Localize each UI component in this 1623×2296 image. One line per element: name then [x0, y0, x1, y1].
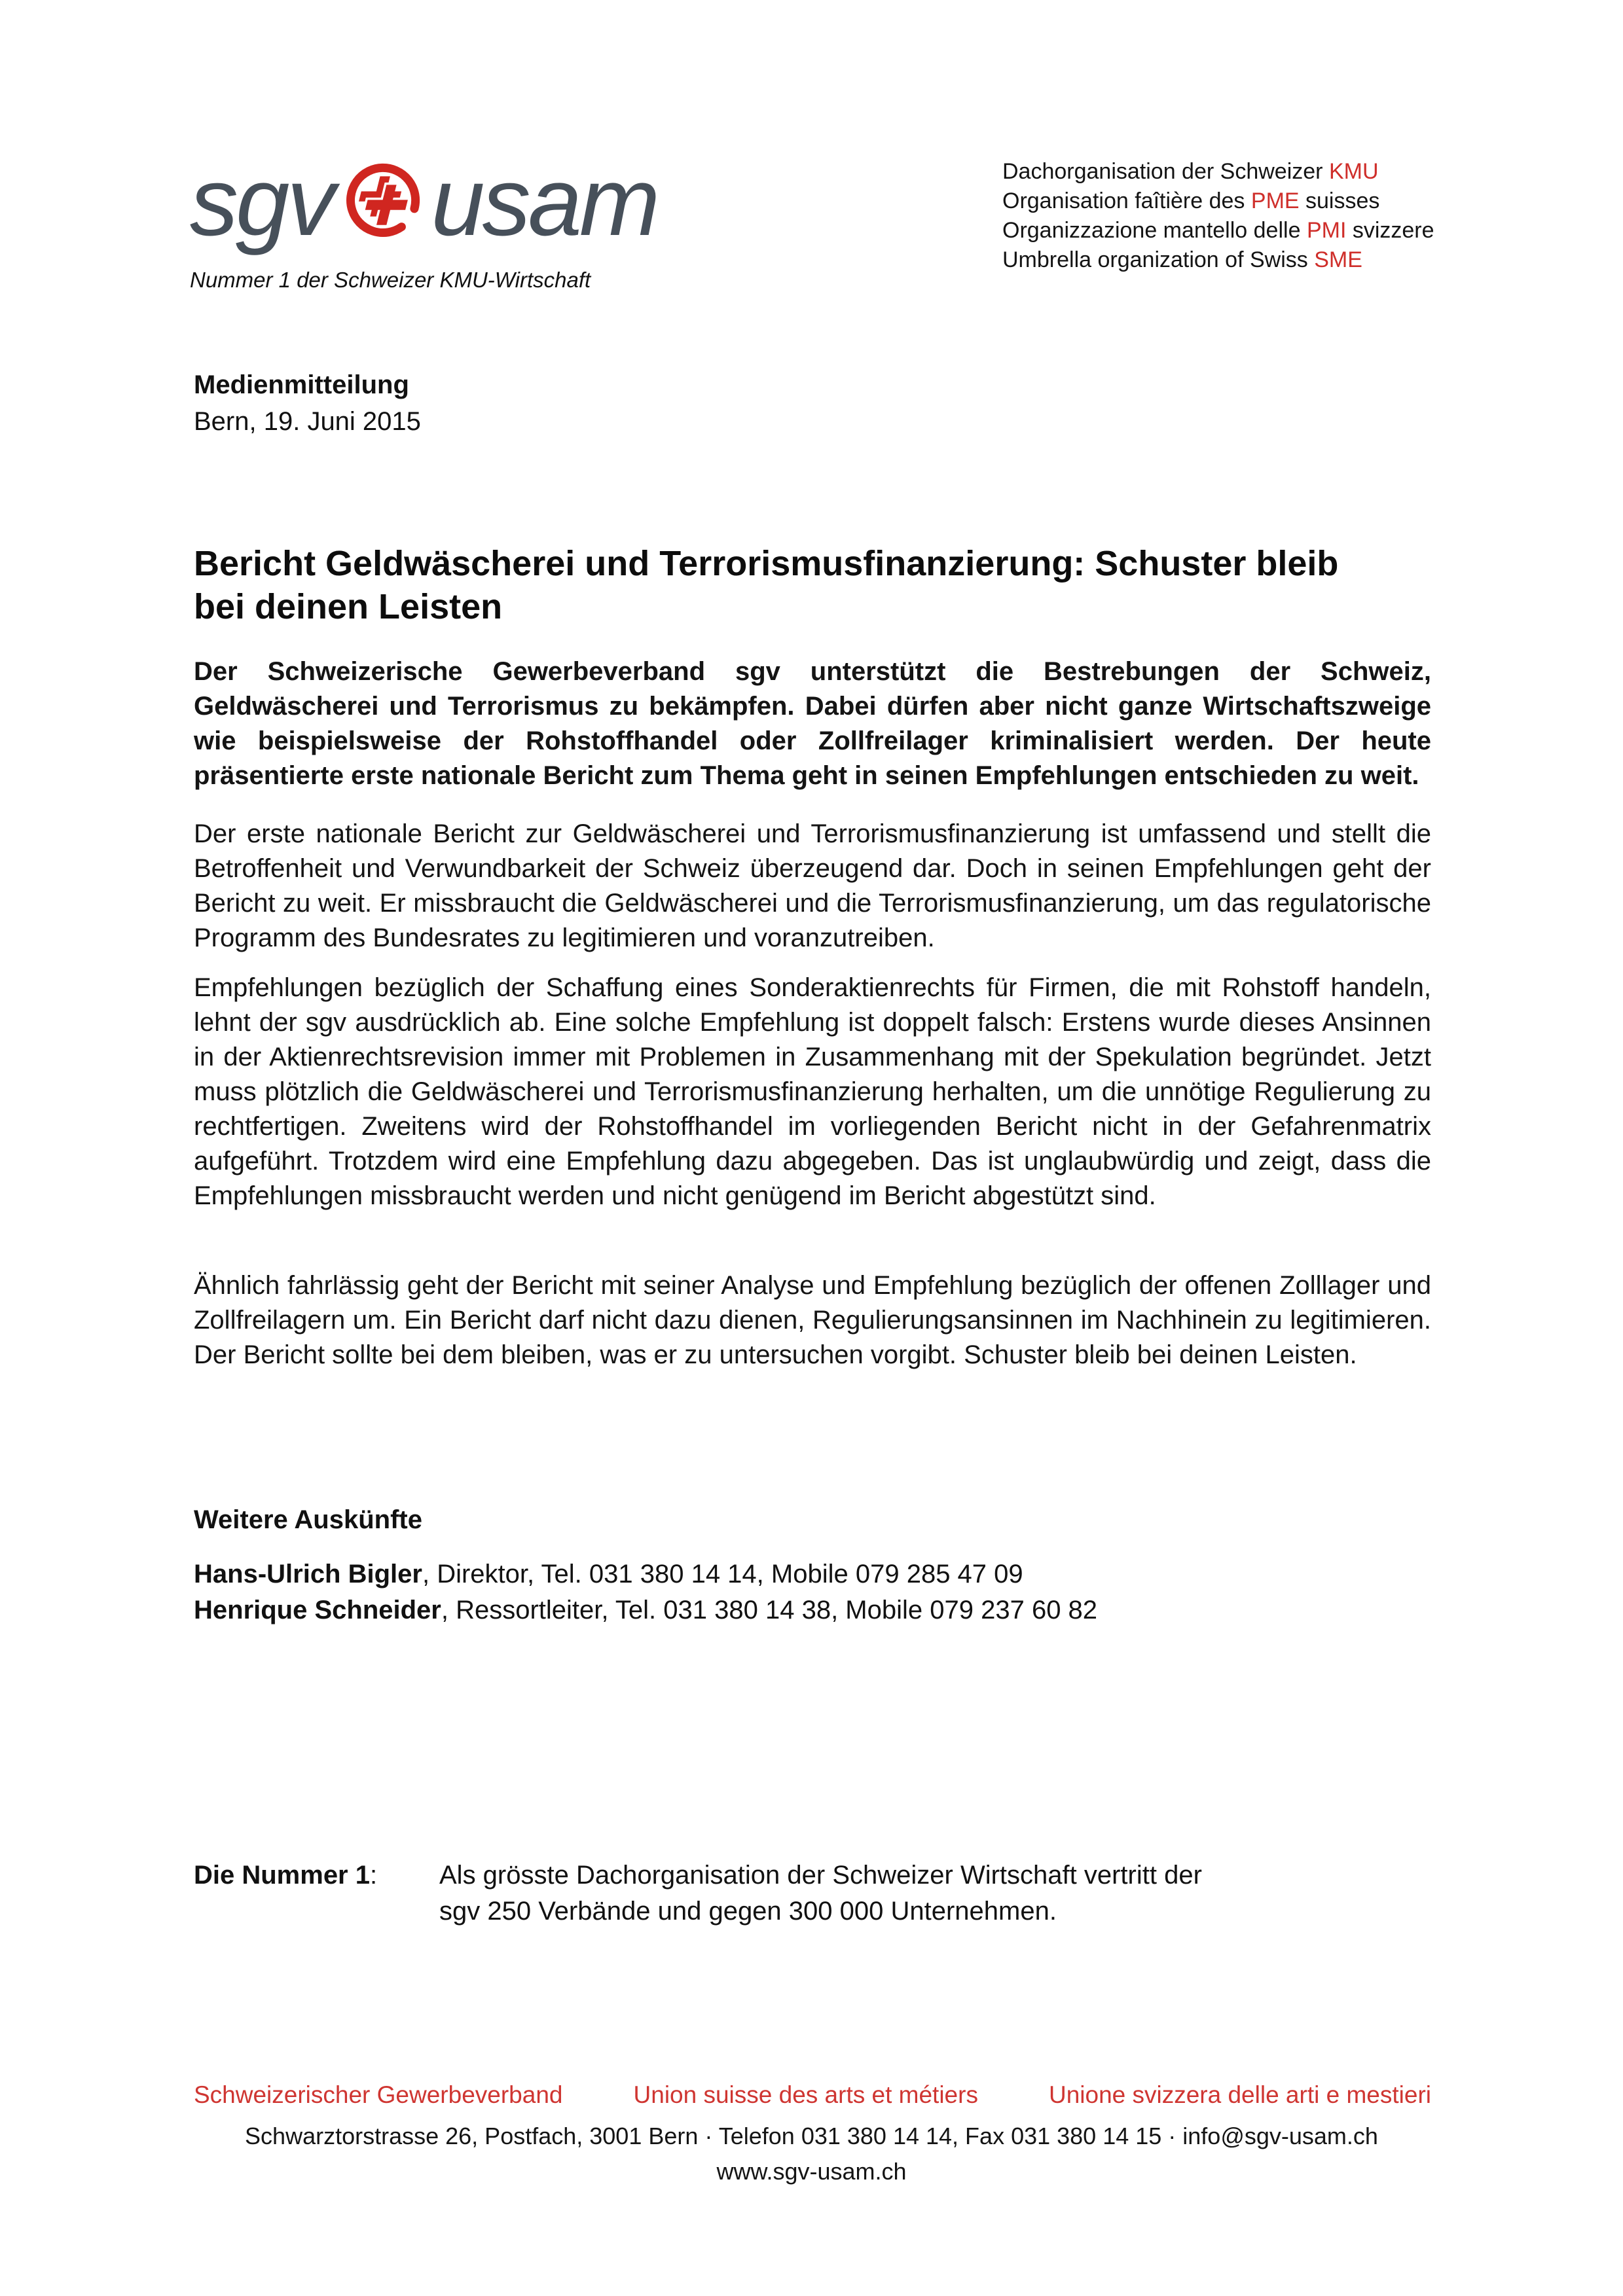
logo-sgv-text: sgv: [190, 148, 333, 256]
swiss-cross-ring-icon: [344, 162, 422, 239]
document-type-label: Medienmitteilung: [194, 370, 409, 399]
contact-line-bigler: [194, 1556, 1097, 1592]
org-line-de-abbr: KMU: [1328, 159, 1379, 184]
contacts-list: [194, 1556, 1097, 1628]
org-line-en-pre: Umbrella organization of Swiss: [1002, 247, 1315, 272]
boilerplate-label-colon: :: [369, 1861, 378, 1890]
footer-org-names: [194, 2081, 1431, 2109]
contacts-heading: Weitere Auskünfte: [194, 1505, 422, 1534]
boilerplate-text: Als grösste Dachorganisation der Schweizer Wirtschaft vertritt der sgv 250 Verbände und gegen 300 000 Unternehmen.: [439, 1861, 1202, 1926]
org-line-it-abbr: PMI: [1306, 218, 1347, 243]
footer-address: Schwarztorstrasse 26, Postfach, 3001 Bern · Telefon 031 380 14 14, Fax 031 380 14 15 · info@sgv-usam.ch: [245, 2123, 1378, 2149]
org-line-de-pre: Dachorganisation der Schweizer: [1002, 159, 1329, 184]
page-title-line1: Bericht Geldwäscherei und Terrorismusfinanzierung: Schuster bleib: [194, 544, 1339, 583]
page-title-line2: bei deinen Leisten: [194, 587, 503, 626]
org-description-block: [1002, 157, 1434, 275]
org-line-de: [1002, 157, 1434, 187]
footer-website: www.sgv-usam.ch: [716, 2158, 907, 2185]
boilerplate-row: [194, 1857, 1431, 1929]
footer-org-de: Schweizerischer Gewerbeverband: [194, 2081, 563, 2108]
logo-tagline: Nummer 1 der Schweizer KMU-Wirtschaft: [190, 268, 591, 292]
contact-details-schneider: , Ressortleiter, Tel. 031 380 14 38, Mobile 079 237 60 82: [441, 1596, 1098, 1624]
footer-org-it: Unione svizzera delle arti e mestieri: [1048, 2081, 1431, 2108]
body-paragraph-3: Empfehlungen bezüglich der Schaffung eines Sonderaktienrechts für Firmen, die mit Rohstoff handeln, lehnt der sgv ausdrücklich ab. Eine solche Empfehlung ist doppelt falsch: Erstens wurde dieses Ansinnen in der Aktienrechtsrevision immer mit Problemen in Zusammenhang mit der Spekulation begründet. Jetzt muss plötzlich die Geldwäscherei und Terrorismusfinanzierung herhalten, um die unnötige Regulierung zu rechtfertigen. Zweitens wird der Rohstoffhandel im vorliegenden Bericht nicht in der Gefahrenmatrix aufgeführt. Trotzdem wird eine Empfehlung dazu abgegeben. Das ist unglaubwürdig und zeigt, dass die Empfehlungen missbraucht werden und nicht genügend im Bericht abgestützt sind.: [194, 973, 1431, 1210]
footer-org-fr: Union suisse des arts et métiers: [633, 2081, 978, 2108]
page-title: [194, 542, 1438, 628]
body-paragraph-4: Ähnlich fahrlässig geht der Bericht mit seiner Analyse und Empfehlung bezüglich der offenen Zolllager und Zollfreilagern um. Ein Bericht darf nicht dazu dienen, Regulierungsansinnen im Nachhinein zu legitimieren. Der Bericht sollte bei dem bleiben, was er zu untersuchen vorgibt. Schuster bleib bei deinen Leisten.: [194, 1271, 1431, 1369]
contact-name-schneider: Henrique Schneider: [194, 1596, 441, 1624]
org-line-it-pre: Organizzazione mantello delle: [1002, 218, 1307, 243]
org-line-en: [1002, 245, 1434, 275]
lead-paragraph: Der Schweizerische Gewerbeverband sgv unterstützt die Bestrebungen der Schweiz, Geldwäscherei und Terrorismus zu bekämpfen. Dabei dürfen aber nicht ganze Wirtschaftszweige wie beispielsweise der Rohstoffhandel oder Zollfreilager kriminalisiert werden. Der heute präsentierte erste nationale Bericht zum Thema geht in seinen Empfehlungen entschieden zu weit.: [194, 657, 1431, 790]
contact-details-bigler: , Direktor, Tel. 031 380 14 14, Mobile 079 285 47 09: [422, 1560, 1023, 1588]
org-line-it: [1002, 216, 1434, 245]
contact-name-bigler: Hans-Ulrich Bigler: [194, 1560, 422, 1588]
org-line-fr-pre: Organisation faîtière des: [1002, 188, 1251, 213]
logo: [190, 148, 658, 293]
logo-usam-text: usam: [431, 148, 658, 256]
boilerplate-label: [194, 1857, 439, 1929]
org-line-fr-abbr: PME: [1250, 188, 1300, 213]
meta-block: [194, 367, 421, 440]
org-line-en-abbr: SME: [1314, 247, 1362, 272]
org-line-fr: [1002, 187, 1434, 216]
org-line-it-post: svizzere: [1346, 218, 1434, 243]
org-line-fr-post: suisses: [1299, 188, 1380, 213]
contact-line-schneider: [194, 1592, 1097, 1628]
boilerplate-label-bold: Die Nummer 1: [194, 1861, 370, 1890]
body-paragraph-2: Der erste nationale Bericht zur Geldwäscherei und Terrorismusfinanzierung ist umfassend und stellt die Betroffenheit und Verwundbarkeit der Schweiz überzeugend dar. Doch in seinen Empfehlungen geht der Bericht zu weit. Er missbraucht die Geldwäscherei und die Terrorismusfinanzierung, um das regulatorische Programm des Bundesrates zu legitimieren und voranzutreiben.: [194, 819, 1431, 952]
dateline: Bern, 19. Juni 2015: [194, 407, 421, 436]
